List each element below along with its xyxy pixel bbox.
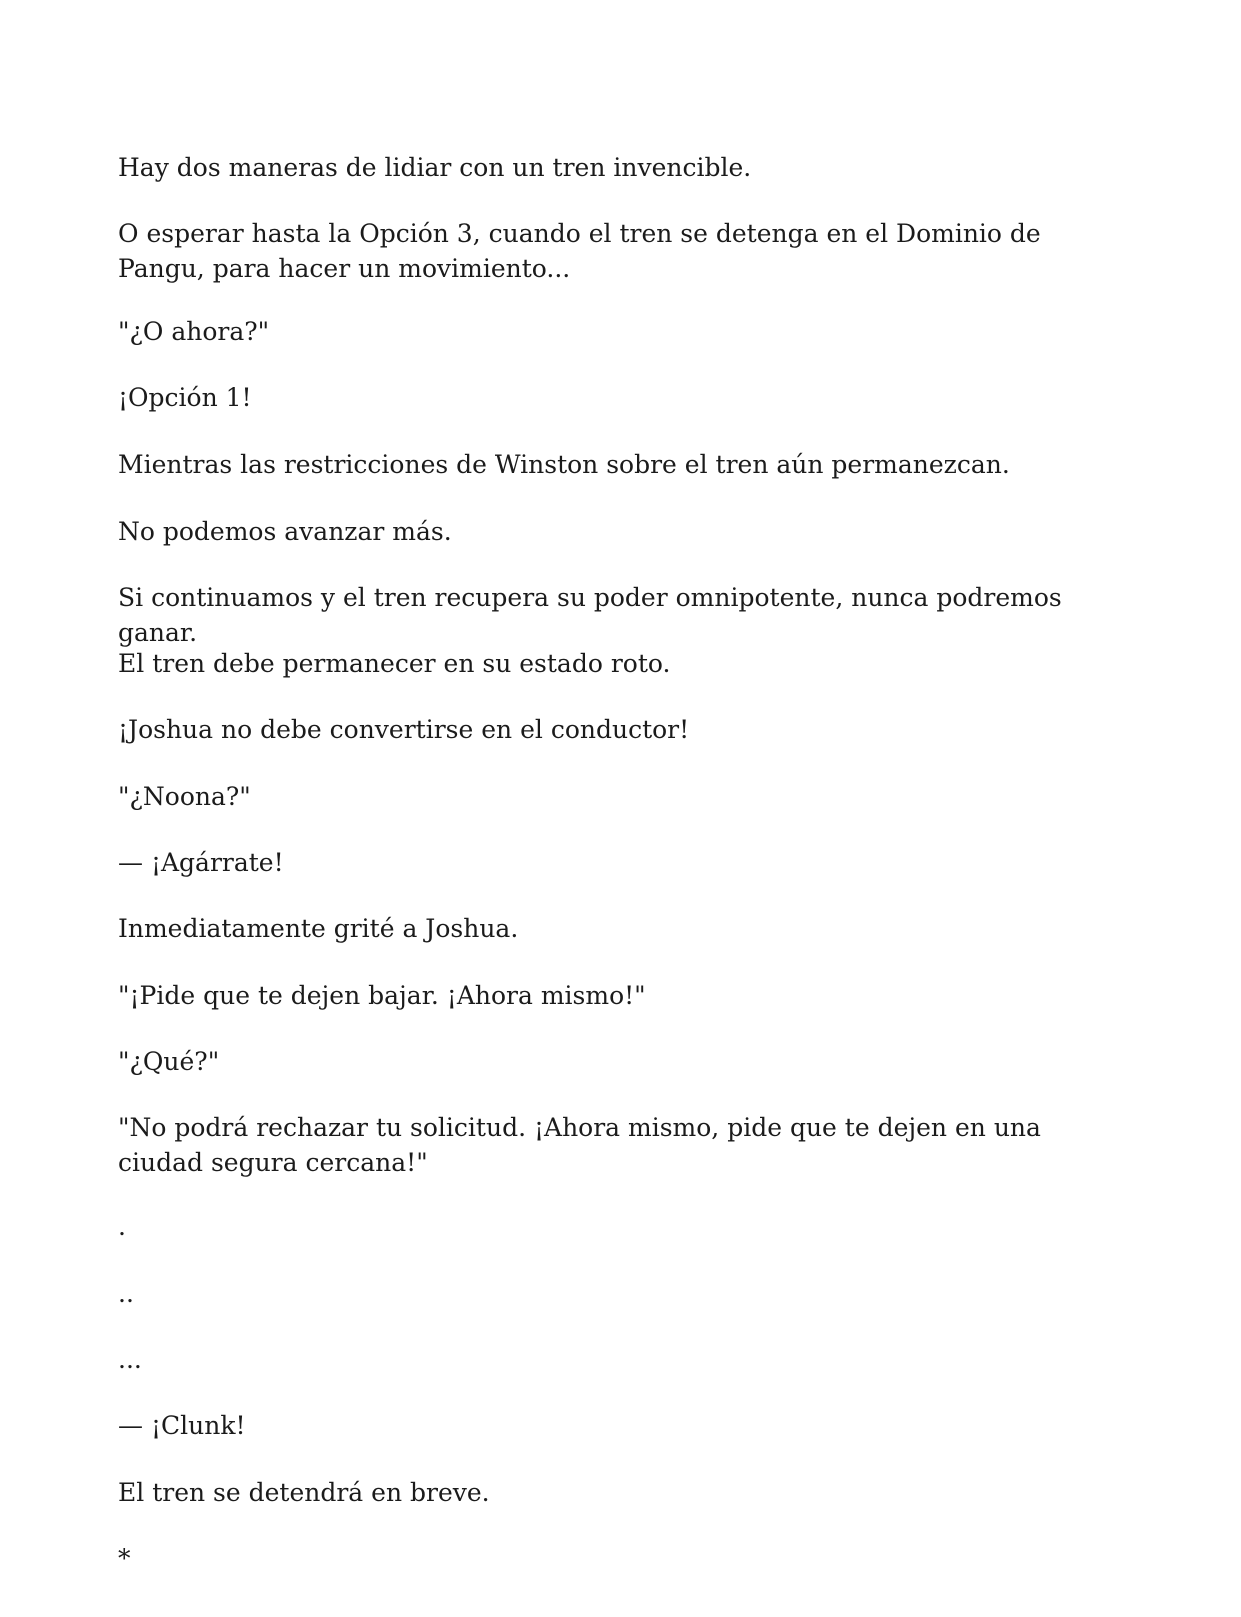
paragraph: ... bbox=[118, 1345, 142, 1374]
paragraph: "¿O ahora?" bbox=[118, 317, 270, 346]
paragraph: No podemos avanzar más. bbox=[118, 517, 452, 546]
paragraph: "¡Pide que te dejen bajar. ¡Ahora mismo!" bbox=[118, 981, 646, 1010]
paragraph: * bbox=[118, 1544, 131, 1573]
paragraph: . bbox=[118, 1212, 126, 1241]
paragraph: ¡Opción 1! bbox=[118, 383, 252, 412]
paragraph: "No podrá rechazar tu solicitud. ¡Ahora mismo, pide que te dejen en una ciudad segura cercana!" bbox=[118, 1113, 1041, 1177]
paragraph: — ¡Agárrate! bbox=[118, 848, 284, 877]
paragraph: "¿Qué?" bbox=[118, 1047, 220, 1076]
paragraph: — ¡Clunk! bbox=[118, 1411, 246, 1440]
paragraph: Inmediatamente grité a Joshua. bbox=[118, 914, 519, 943]
paragraph: O esperar hasta la Opción 3, cuando el tren se detenga en el Dominio de Pangu, para hacer un movimiento... bbox=[118, 219, 1041, 283]
paragraph: El tren debe permanecer en su estado roto. bbox=[118, 649, 671, 678]
paragraph: .. bbox=[118, 1279, 134, 1308]
paragraph: ¡Joshua no debe convertirse en el conductor! bbox=[118, 715, 690, 744]
paragraph: "¿Noona?" bbox=[118, 782, 251, 811]
paragraph: Hay dos maneras de lidiar con un tren invencible. bbox=[118, 153, 752, 182]
paragraph: Si continuamos y el tren recupera su poder omnipotente, nunca podremos ganar. bbox=[118, 583, 1062, 647]
paragraph: Mientras las restricciones de Winston sobre el tren aún permanezcan. bbox=[118, 450, 1010, 479]
paragraph: El tren se detendrá en breve. bbox=[118, 1478, 490, 1507]
